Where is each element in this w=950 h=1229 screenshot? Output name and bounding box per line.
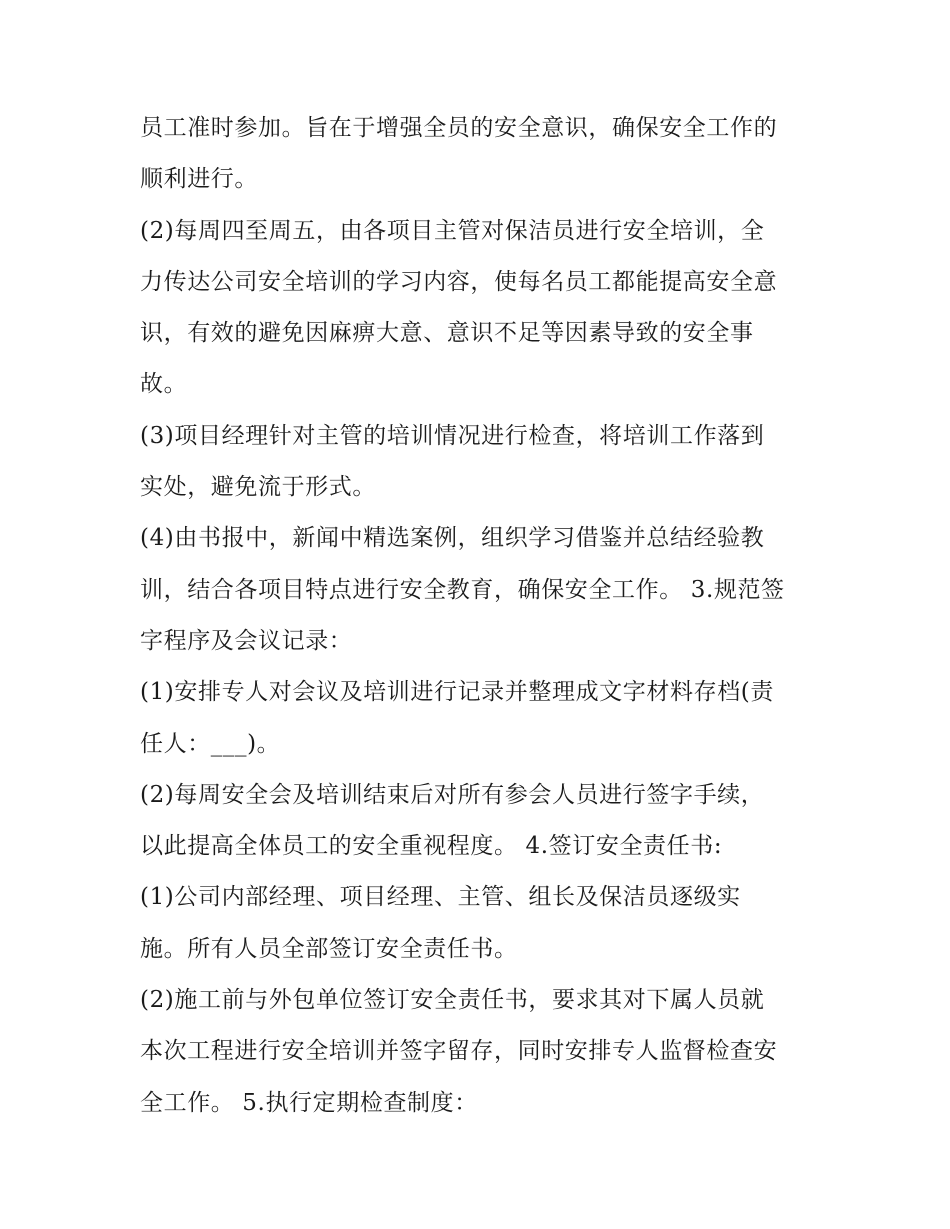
text-line: 顺利进行。 — [140, 166, 258, 193]
text-line: 施。所有人员全部签订安全责任书。 — [140, 935, 518, 962]
text-line: 员工准时参加。旨在于增强全员的安全意识，确保安全工作的 — [140, 115, 778, 141]
text-line: (1)安排专人对会议及培训进行记录并整理成文字材料存档(责 — [140, 679, 774, 706]
text-line: 任人：___)。 — [140, 730, 281, 757]
text-line: 识，有效的避免因麻痹大意、意识不足等因素导致的安全事 — [140, 320, 754, 347]
text-line: (2)每周四至周五，由各项目主管对保洁员进行安全培训，全 — [140, 217, 765, 244]
text-line: 以此提高全体员工的安全重视程度。 4.签订安全责任书: — [140, 833, 723, 860]
text-line: 实处，避免流于形式。 — [140, 474, 376, 501]
text-line: (3)项目经理针对主管的培训情况进行检查，将培训工作落到 — [140, 422, 765, 449]
text-line: (4)由书报中，新闻中精选案例，组织学习借鉴并总结经验教 — [140, 525, 765, 552]
text-line: 字程序及会议记录： — [140, 627, 353, 654]
document-body — [140, 103, 830, 1129]
text-line: 训，结合各项目特点进行安全教育，确保安全工作。 3.规范签 — [140, 576, 785, 603]
text-line: (2)施工前与外包单位签订安全责任书，要求其对下属人员就 — [140, 987, 765, 1014]
text-line: (2)每周安全会及培训结束后对所有参会人员进行签字手续， — [140, 781, 765, 808]
text-line: 故。 — [140, 371, 188, 398]
text-line: 力传达公司安全培训的学习内容，使每名员工都能提高安全意 — [140, 268, 778, 295]
text-line: 本次工程进行安全培训并签字留存，同时安排专人监督检查安 — [140, 1038, 778, 1065]
text-line: (1)公司内部经理、项目经理、主管、组长及保洁员逐级实 — [140, 884, 741, 911]
text-line: 全工作。 5.执行定期检查制度： — [140, 1089, 478, 1116]
